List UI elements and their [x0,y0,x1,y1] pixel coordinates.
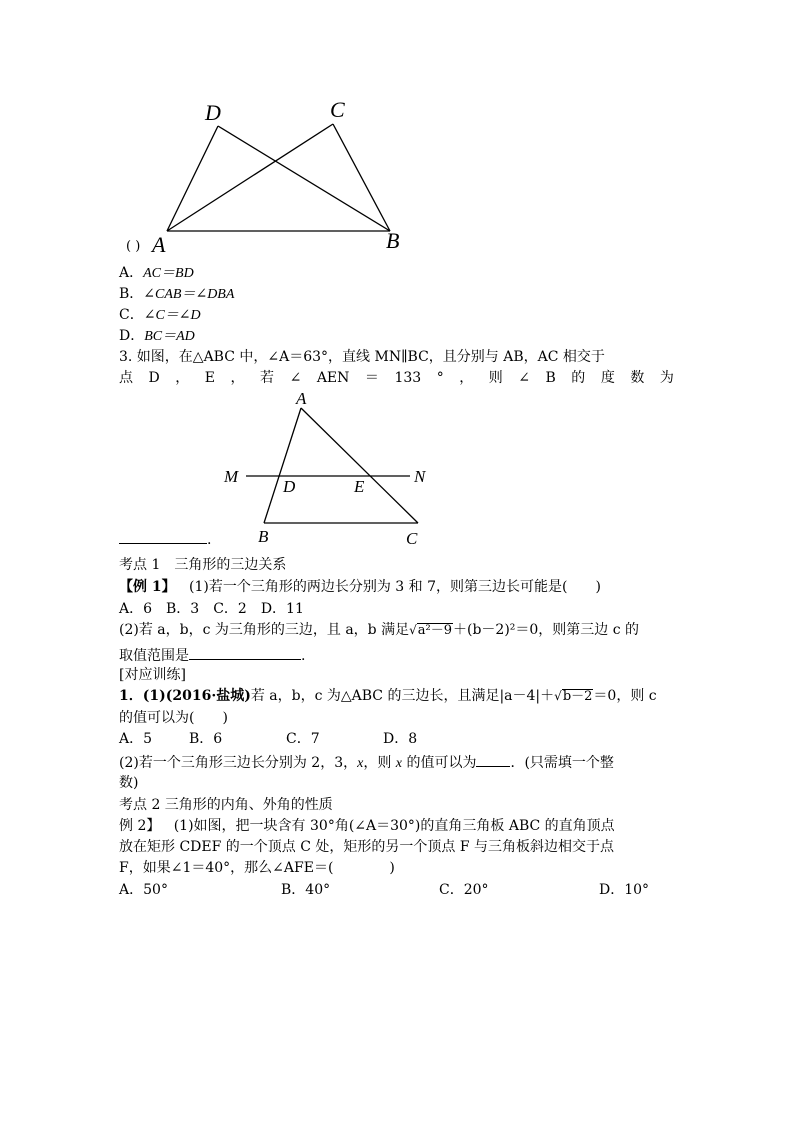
example2-line2: 放在矩形 CDEF 的一个顶点 C 处，矩形的另一个顶点 F 与三角板斜边相交于点 [119,839,614,855]
figure-triangle-mn-diagram [0,0,794,560]
label-D: D [205,100,221,125]
label-B: B [386,228,400,253]
q2-option-c: C．∠C＝∠D [119,307,201,323]
segment-AC [301,408,418,523]
section1-title: 考点 1 三角形的三边关系 [119,557,287,573]
label-E: E [354,477,365,496]
training-title: [对应训练] [119,667,186,683]
example1-q1-options: A．6 B．3 C．2 D．11 [119,601,304,617]
training-q2-blank[interactable] [476,752,510,767]
q3-answer-line: . [119,529,211,549]
example1-q1: 【例 1】 (1)若一个三角形的两边长分别为 3 和 7，则第三边长可能是( ) [119,579,601,595]
q2-option-a: A．AC＝BD [119,265,194,281]
segment-AB [264,408,301,523]
q2-option-d: D．BC＝AD [119,328,195,344]
example2-line1: 例 2】 (1)如图，把一块含有 30°角(∠A＝30°)的直角三角板 ABC 的直角顶点 [119,818,615,834]
training-q1-options: A．5 B．6 C．7 D．8 [119,731,418,747]
q2-stem: ( ) [126,239,141,254]
label-D: D [283,477,296,496]
example1-q2-blank[interactable] [189,645,301,660]
q3-line1: 3. 如图，在△ABC 中，∠A＝63°，直线 MN∥BC，且分别与 AB，AC 相交于 [119,349,605,365]
label-B: B [258,527,269,546]
training-q1-line1: 1．(1)(2016·盐城)若 a，b，c 为△ABC 的三边长，且满足|a－4|＋√b－2＝0，则 c [119,688,657,704]
q3-line2: 点 D ， E ， 若 ∠ AEN ＝ 133 ° ， 则 ∠ B 的 度 数 为 [119,370,674,386]
label-A: A [152,232,166,257]
example1-q2-line2: 取值范围是 . [119,645,305,665]
label-A: A [296,389,307,408]
training-q2-line2: 数) [119,775,139,791]
label-M: M [224,467,239,486]
example1-q2-line1: (2)若 a，b，c 为三角形的三边，且 a，b 满足√a²－9＋(b－2)²＝0，则第三边 c 的 [119,622,640,638]
training-q1-line2: 的值可以为( ) [119,710,228,726]
section2-title: 考点 2 三角形的内角、外角的性质 [119,797,333,813]
label-C: C [406,529,418,548]
q3-answer-blank[interactable] [119,529,207,544]
q2-option-b: B．∠CAB＝∠DBA [119,286,235,302]
label-N: N [414,467,426,486]
example2-line3: F，如果∠1＝40°，那么∠AFE＝( ) [119,860,395,876]
training-q2-line1: (2)若一个三角形三边长分别为 2，3，x，则 x 的值可以为 ．(只需填一个整 [119,752,614,773]
example2-options: A．50° B．40° C．20° D．10° [119,882,650,898]
label-C: C [330,97,345,122]
